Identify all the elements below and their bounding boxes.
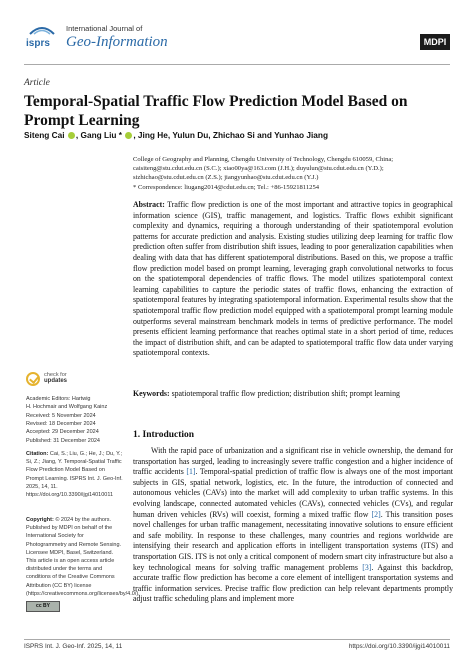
section-heading: 1. Introduction: [133, 430, 195, 440]
journal-prefix: International Journal of: [66, 24, 143, 33]
author-2: , Gang Liu *: [75, 130, 122, 140]
affiliation-line: College of Geography and Planning, Chengdu University of Technology, Chengdu 610059, China;: [133, 156, 394, 163]
correspondence[interactable]: * Correspondence: liugang2014@cdut.edu.cn; Tel.: +86-15921811254: [133, 183, 320, 191]
copyright-block: [26, 516, 140, 612]
cc-by-license-icon[interactable]: cc BY: [26, 601, 60, 612]
author-1: Siteng Cai: [24, 130, 65, 140]
check-icon: [26, 372, 40, 386]
paragraph: With the rapid pace of urbanization and a significant rise in vehicle ownership, the demand for transportation has surged, leading to increasingly severe traffic congestion and a higher incidence of traffic accidents [1]. Temporal-spatial prediction of traffic flow is always one of the most important subjects in GIS, spatial network, logistics, etc. In the future, the introduction of connected and autonomous vehicles (CAVs) into the market will add complexity to urban traffic systems. In this evolving landscape, connected automated vehicles (CAVs), connected vehicles (CVs), and regular human driven vehicles (RVs) will coexist, forming a mixed traffic flow [2]. This transition poses novel challenges for urban traffic management, necessitating innovative solutions to ensure efficient and safe mobility. In response to these challenges, many countries and regions worldwide are intensifying their research and application efforts in intelligent transportation systems (ITS) and transportation GIS. ITS is not only a critical component of modern smart city infrastructure but also a key technological means for solving traffic management problems [3]. Against this backdrop, accurate traffic flow prediction has become a core element of intelligent transportation systems and traffic information services. Precise traffic flow prediction can help relevant departments promptly adjust traffic scheduling plans and implement more: [133, 446, 453, 604]
check-line2: updates: [44, 378, 68, 385]
journal-name[interactable]: Geo-Information: [66, 34, 168, 50]
citation-link[interactable]: [3]: [362, 562, 372, 572]
citation-label: Citation:: [26, 451, 49, 457]
footer-doi-link[interactable]: https://doi.org/10.3390/ijgi14010011: [348, 643, 450, 650]
academic-editors: Academic Editors: Hartwig H. Hochmair and Wolfgang Kainz: [26, 396, 108, 411]
accepted-date: Accepted: 29 December 2024: [26, 429, 99, 436]
abstract-label: Abstract:: [133, 200, 165, 209]
revised-date: Revised: 18 December 2024: [26, 421, 96, 428]
journal-header: [24, 20, 450, 60]
check-for-updates-button[interactable]: [26, 370, 106, 390]
publication-dates: [26, 412, 124, 445]
article-type: Article: [24, 78, 50, 88]
citation-text: Cai, S.; Liu, G.; He, J.; Du, Y.; Si, Z.; Jiang, Y. Temporal-Spatial Traffic Flow Prediction Model Based on Prompt Learning. ISPRS Int. J. Geo-Inf. 2025, 14, 11. https://doi.org/10.3390/ijgi14010011: [26, 451, 123, 499]
copyright-label: Copyright:: [26, 517, 54, 523]
orcid-icon[interactable]: [68, 132, 75, 139]
header-divider: [24, 64, 450, 65]
check-line1: check for: [44, 372, 67, 378]
abstract: [133, 200, 453, 359]
keywords: [133, 389, 453, 399]
author-rest: , Jing He, Yulun Du, Zhichao Si and Yunhao Jiang: [133, 130, 329, 140]
copyright-text: © 2024 by the authors. Published by MDPI on behalf of the International Society for Photogrammetry and Remote Sensing. Licensee MDPI, Basel, Switzerland. This article is an open access article distributed under the terms and conditions of the Creative Commons Attribution (CC BY) license (https://creativecommons.org/licenses/by/4.0/).: [26, 517, 140, 597]
mdpi-logo[interactable]: MDPI: [420, 34, 450, 50]
author-list: [24, 130, 450, 140]
citation-link[interactable]: [2]: [371, 509, 381, 519]
citation-block: [26, 450, 124, 499]
keywords-text: spatiotemporal traffic flow prediction; distribution shift; prompt learning: [171, 389, 400, 398]
keywords-label: Keywords:: [133, 389, 170, 398]
received-date: Received: 5 November 2024: [26, 413, 96, 419]
abstract-text: Traffic flow prediction is one of the most important and attractive topics in geographical information science (GIS), traffic management, and logistics. Traffic flows exhibit significant complexity and dynamics, requiring a thorough understanding of their spatiotemporal evolution patterns for accurate prediction and analysis. Existing studies utilizing deep learning for traffic flow prediction often suffer from distribution shift issues, leading to poor generalization capabilities when dealing with data that has different spatiotemporal distributions. Based on this, we propose a traffic flow prediction model based on prompt learning, leveraging graph convolutional networks to focus on the spatiotemporal dependencies of traffic flows. The model utilizes spatiotemporal context learning capabilities to capture the periodic states of traffic flows, enhancing the extraction of spatiotemporal features by integrating spatiotemporal information. Experimental results show that the spatiotemporal traffic flow prediction model equipped with a spatiotemporal prompt learning module outperforms several mainstream benchmark models in terms of predictive performance. The model presents efficient learning performance that reaches optimal state in a short period of time, reduces the impact of distribution shift, and can be adapted to spatiotemporal traffic flow data under varying spatiotemporal contexts.: [133, 200, 453, 358]
citation-link[interactable]: [1]: [186, 467, 196, 477]
orcid-icon[interactable]: [125, 132, 132, 139]
affiliation-line[interactable]: caisiteng@stu.cdut.edu.cn (S.C.); xiao00ya@163.com (J.H.); duyulun@stu.cdut.edu.cn (Y.D.);: [133, 165, 384, 173]
affiliation-block: [133, 155, 453, 192]
logo-text: isprs: [26, 38, 50, 49]
footer-journal-ref: ISPRS Int. J. Geo-Inf. 2025, 14, 11: [24, 643, 123, 650]
article-title: Temporal-Spatial Traffic Flow Prediction Model Based on Prompt Learning: [24, 93, 408, 129]
published-date: Published: 31 December 2024: [26, 437, 100, 444]
introduction-body: [133, 446, 453, 605]
affiliation-line[interactable]: sizhichao@stu.cdut.edu.cn (Z.S.); jiangyunhao@stu.cdut.edu.cn (Y.J.): [133, 174, 319, 182]
footer-divider: [24, 639, 450, 640]
isprs-logo-icon[interactable]: [24, 22, 60, 52]
